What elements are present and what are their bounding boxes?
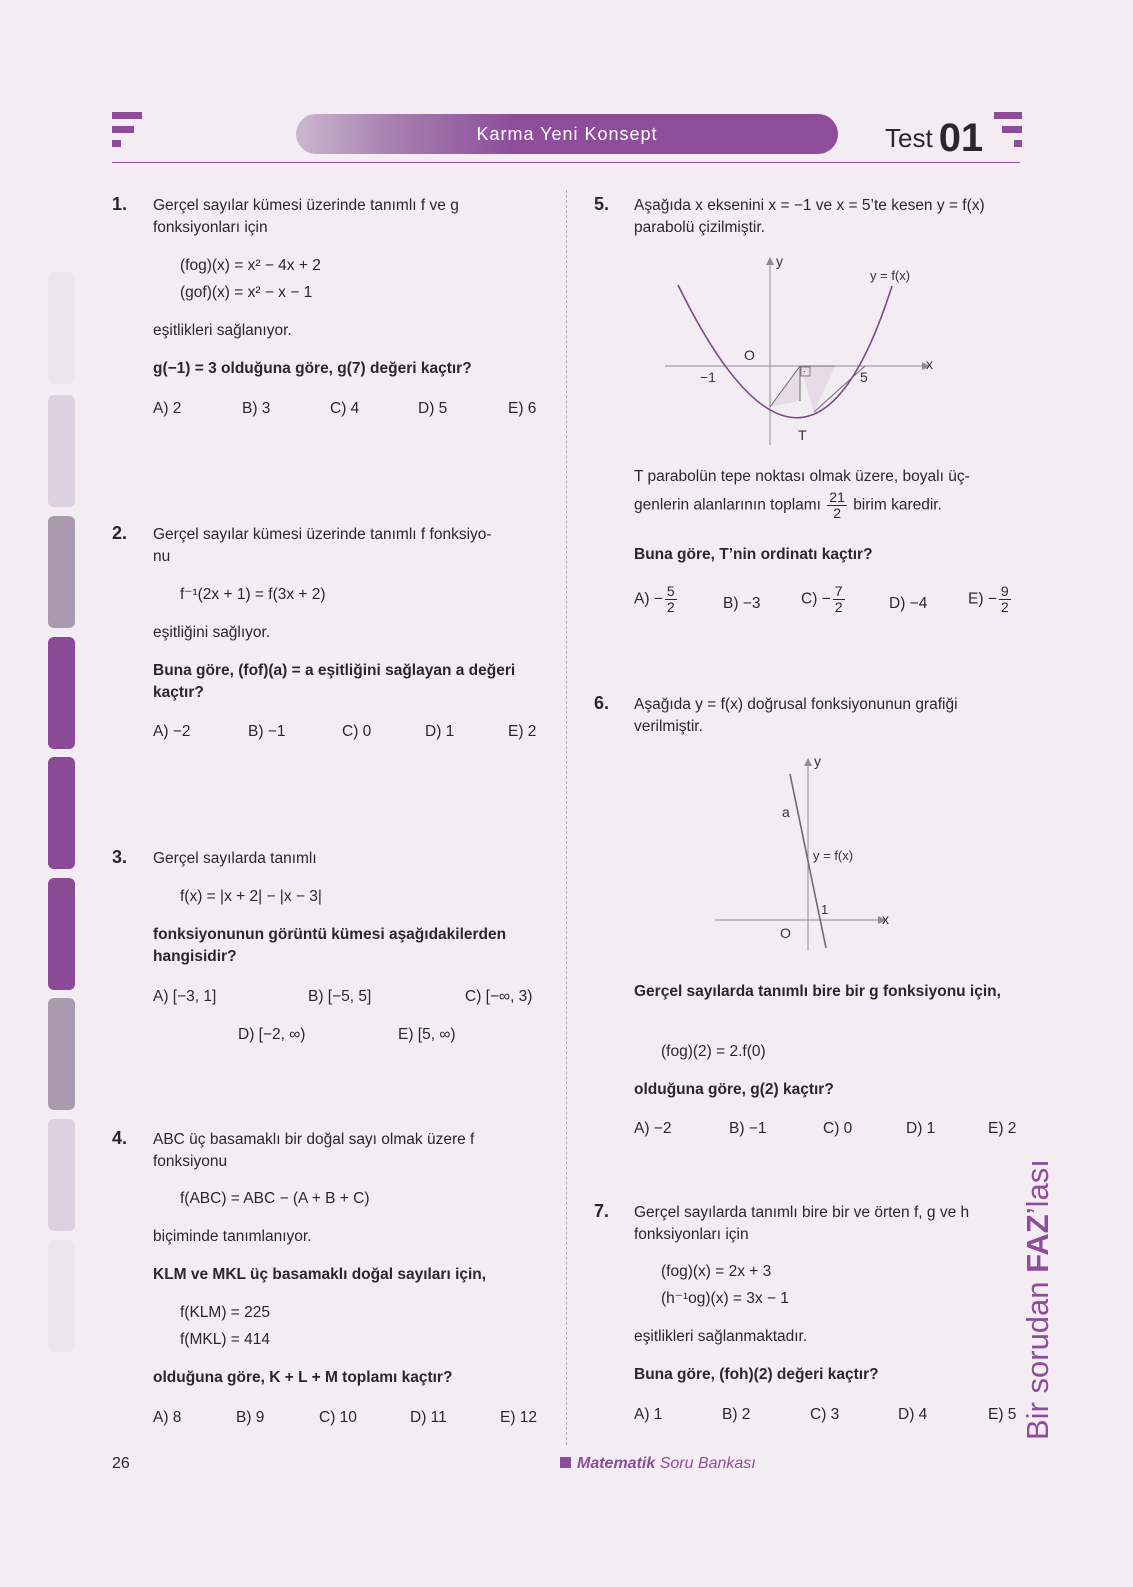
q2-option[interactable]: A) −2 (153, 723, 191, 740)
footer-book-part2: Soru Bankası (655, 1455, 756, 1472)
q7-after: eşitlikleri sağlanmaktadır. (634, 1328, 808, 1345)
q4-condition: KLM ve MKL üç basamaklı doğal sayıları için, (153, 1266, 487, 1283)
q7-eq1: (fog)(x) = 2x + 3 (661, 1263, 772, 1280)
vertex-label: T (798, 427, 807, 443)
q6-eq: (fog)(2) = 2.f(0) (661, 1043, 766, 1060)
function-label: y = f(x) (813, 848, 854, 863)
brand-logo-right (994, 112, 1022, 154)
side-tab (48, 757, 75, 869)
q5-text: Aşağıda x eksenini x = −1 ve x = 5’te kesen y = f(x) parabolü çizilmiştir. (634, 197, 985, 236)
q5-opt-e-prefix: E) − (968, 590, 997, 608)
q5-opt-c-num: 7 (834, 583, 843, 599)
q3-option[interactable]: A) [−3, 1] (153, 988, 217, 1005)
q5-opt-a-den: 2 (666, 599, 675, 615)
side-title-part2: FAZ (1020, 1214, 1055, 1273)
q1-number: 1. (112, 194, 128, 214)
side-tab (48, 272, 75, 384)
q4-eq3: f(MKL) = 414 (180, 1331, 271, 1348)
side-book-title (1020, 1159, 1056, 1440)
y-axis-arrow (804, 758, 812, 766)
q2-text-cont: nu (153, 548, 171, 565)
q6-number: 6. (594, 693, 610, 713)
x-label: x (882, 911, 889, 927)
q5-opt-a-prefix: A) − (634, 590, 663, 608)
q5-option[interactable]: B) −3 (723, 595, 761, 612)
side-title-part3: ’lası (1020, 1159, 1055, 1215)
q3-option[interactable]: B) [−5, 5] (308, 988, 372, 1005)
q6-option[interactable]: E) 2 (988, 1120, 1017, 1137)
y-label: y (814, 753, 821, 769)
q5-text2-line (634, 490, 942, 521)
q7-option[interactable]: D) 4 (898, 1406, 928, 1423)
q7-question: Buna göre, (foh)(2) değeri kaçtır? (634, 1366, 879, 1383)
x-label: x (926, 356, 933, 372)
q5-text2: T parabolün tepe noktası olmak üzere, boyalı üç- (634, 468, 970, 485)
q5-opt-c-prefix: C) − (801, 590, 831, 608)
q5-opt-e-den: 2 (1000, 599, 1009, 615)
q1-after: eşitlikleri sağlanıyor. (153, 322, 292, 339)
column-divider (566, 190, 567, 1445)
q1-option[interactable]: A) 2 (153, 400, 182, 417)
side-tab (48, 998, 75, 1110)
q6-text: Aşağıda y = f(x) doğrusal fonksiyonunun grafiği verilmiştir. (634, 696, 958, 735)
q6-option[interactable]: A) −2 (634, 1120, 672, 1137)
function-label: y = f(x) (870, 268, 911, 283)
test-label (885, 116, 983, 161)
q2-eq: f⁻¹(2x + 1) = f(3x + 2) (180, 586, 326, 603)
q6-option[interactable]: D) 1 (906, 1120, 936, 1137)
footer-square-icon (560, 1457, 571, 1468)
y-axis-arrow (766, 257, 774, 265)
q1-option[interactable]: B) 3 (242, 400, 271, 417)
q1-option[interactable]: E) 6 (508, 400, 537, 417)
right-angle-dot: · (803, 366, 806, 376)
q1-question: g(−1) = 3 olduğuna göre, g(7) değeri kaçtır? (153, 360, 472, 377)
header-divider (112, 162, 1020, 163)
q5-option[interactable] (801, 584, 847, 615)
q5-parabola-graph (660, 250, 960, 450)
section-banner: Karma Yeni Konsept (296, 114, 838, 154)
side-tab (48, 1119, 75, 1231)
q4-eq: f(ABC) = ABC − (A + B + C) (180, 1190, 370, 1207)
side-tab (48, 878, 75, 990)
side-tab (48, 395, 75, 507)
brand-logo-left (112, 112, 142, 152)
q4-option[interactable]: B) 9 (236, 1409, 265, 1426)
q4-option[interactable]: D) 11 (410, 1409, 447, 1426)
q4-option[interactable]: E) 12 (500, 1409, 538, 1426)
test-label-text: Test (885, 123, 933, 153)
q5-text2b: genlerin alanlarının toplamı (634, 496, 821, 514)
q2-question: Buna göre, (fof)(a) = a eşitliğini sağlayan a değeri kaçtır? (153, 662, 516, 701)
q3-option[interactable]: E) [5, ∞) (398, 1026, 456, 1043)
q5-frac-numerator: 21 (829, 489, 845, 505)
q6-option[interactable]: B) −1 (729, 1120, 767, 1137)
test-number: 01 (938, 116, 984, 160)
q5-opt-a-num: 5 (666, 583, 675, 599)
q6-option[interactable]: C) 0 (823, 1120, 853, 1137)
q1-eq1: (fog)(x) = x² − 4x + 2 (180, 257, 321, 274)
five-label: 5 (860, 369, 868, 385)
q2-option[interactable]: C) 0 (342, 723, 372, 740)
q5-number: 5. (594, 194, 610, 214)
q5-opt-e-num: 9 (1000, 583, 1009, 599)
q6-question: olduğuna göre, g(2) kaçtır? (634, 1081, 834, 1098)
q5-option[interactable] (968, 584, 1013, 615)
q4-question: olduğuna göre, K + L + M toplamı kaçtır? (153, 1369, 453, 1386)
q1-option[interactable]: D) 5 (418, 400, 448, 417)
q3-option[interactable]: C) [−∞, 3) (465, 988, 533, 1005)
q5-opt-c-frac (833, 584, 845, 615)
q5-opt-e-frac (999, 584, 1011, 615)
q2-number: 2. (112, 523, 128, 543)
side-title-part1: Bir sorudan (1020, 1272, 1055, 1440)
q7-option[interactable]: C) 3 (810, 1406, 840, 1423)
page-number: 26 (112, 1455, 130, 1472)
q5-frac-denominator: 2 (833, 505, 841, 521)
q7-text: Gerçel sayılarda tanımlı bire bir ve örten f, g ve h fonksiyonları için (634, 1204, 970, 1243)
q3-number: 3. (112, 847, 128, 867)
footer-book-part1: Matematik (577, 1455, 656, 1472)
a-label: a (782, 804, 790, 820)
q4-after: biçiminde tanımlanıyor. (153, 1228, 312, 1245)
q2-option[interactable]: E) 2 (508, 723, 537, 740)
q5-text2c: birim karedir. (853, 496, 942, 514)
q7-number: 7. (594, 1201, 610, 1221)
side-tab (48, 637, 75, 749)
q5-question: Buna göre, T’nin ordinatı kaçtır? (634, 546, 873, 563)
origin-label: O (744, 347, 755, 363)
q1-eq2: (gof)(x) = x² − x − 1 (180, 284, 313, 301)
q3-eq: f(x) = |x + 2| − |x − 3| (180, 888, 322, 905)
footer-book-title (560, 1455, 756, 1473)
q7-option[interactable]: B) 2 (722, 1406, 751, 1423)
q2-after: eşitliğini sağlıyor. (153, 624, 271, 641)
q4-option[interactable]: C) 10 (319, 1409, 357, 1426)
q4-text: ABC üç basamaklı bir doğal sayı olmak üzere f fonksiyonu (153, 1131, 475, 1170)
one-label: 1 (821, 902, 829, 917)
q6-line-graph (700, 750, 920, 970)
q5-option[interactable]: D) −4 (889, 595, 928, 612)
q4-eq2: f(KLM) = 225 (180, 1304, 271, 1321)
q2-option[interactable]: D) 1 (425, 723, 455, 740)
minus-one-label: −1 (700, 369, 716, 385)
y-label: y (776, 253, 783, 269)
q2-text: Gerçel sayılar kümesi üzerinde tanımlı f fonksiyo- (153, 526, 492, 543)
q4-number: 4. (112, 1128, 128, 1148)
q5-opt-c-den: 2 (834, 599, 843, 615)
q3-text: Gerçel sayılarda tanımlı (153, 850, 317, 867)
q3-question: fonksiyonunun görüntü kümesi aşağıdakilerden hangisidir? (153, 926, 507, 965)
q4-option[interactable]: A) 8 (153, 1409, 182, 1426)
q1-text: Gerçel sayılar kümesi üzerinde tanımlı f ve g fonksiyonları için (153, 197, 459, 236)
q7-option[interactable]: A) 1 (634, 1406, 663, 1423)
q5-option[interactable] (634, 584, 679, 615)
q6-condition: Gerçel sayılarda tanımlı bire bir g fonksiyonu için, (634, 983, 1001, 1000)
side-tab (48, 516, 75, 628)
q1-option[interactable]: C) 4 (330, 400, 360, 417)
q2-option[interactable]: B) −1 (248, 723, 286, 740)
q7-eq2: (h⁻¹og)(x) = 3x − 1 (661, 1290, 789, 1307)
side-tab (48, 1240, 75, 1352)
q5-opt-a-frac (665, 584, 677, 615)
q3-option[interactable]: D) [−2, ∞) (238, 1026, 306, 1043)
origin-label: O (780, 925, 791, 941)
q5-fraction (827, 490, 847, 521)
q7-option[interactable]: E) 5 (988, 1406, 1017, 1423)
